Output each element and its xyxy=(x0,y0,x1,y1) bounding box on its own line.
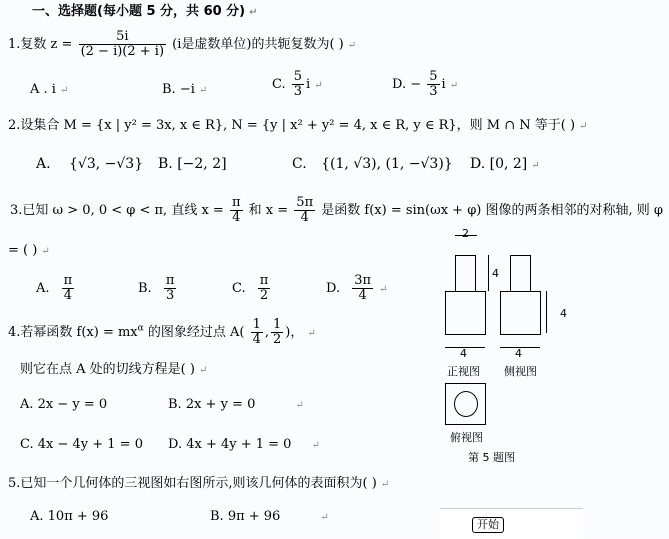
q5-stem-text: 5.已知一个几何体的三视图如右图所示,则该几何体的表面积为( ) xyxy=(8,476,377,491)
top-view-square xyxy=(445,383,486,425)
three-view-figure xyxy=(440,225,580,470)
q4-option-a-text: A. 2x − y = 0 xyxy=(20,397,108,412)
return-mark: ↵ xyxy=(41,246,50,257)
front-view-upper xyxy=(455,255,476,293)
q3-option-d-den: 4 xyxy=(358,288,367,303)
return-mark: ↵ xyxy=(380,479,390,490)
flowchart-start-node: 开始 xyxy=(472,517,504,533)
dim-right-label: 4 xyxy=(560,307,567,320)
q4-point-y xyxy=(271,318,283,347)
q1-option-d-tail: i xyxy=(441,77,446,92)
q3-frac-1-den: 4 xyxy=(232,210,241,225)
q3-option-b-label: B. xyxy=(138,281,152,296)
q3-option-b-den: 3 xyxy=(165,288,175,303)
q1-option-d-frac xyxy=(427,70,439,99)
q3-line-2 xyxy=(8,243,50,260)
return-mark: ↵ xyxy=(311,440,320,451)
q1-option-a[interactable] xyxy=(30,82,68,99)
return-mark: ↵ xyxy=(531,160,540,171)
question-1-stem xyxy=(8,30,356,59)
q1-frac-den: (2 − i)(2 + i) xyxy=(80,44,165,59)
q3-option-b-num: π xyxy=(165,273,175,288)
question-3-stem xyxy=(10,196,663,225)
q3-line-2-text: = ( ) xyxy=(8,243,38,258)
q1-option-b-text: B. −i xyxy=(162,82,195,97)
return-mark: ↵ xyxy=(198,365,208,376)
q2-option-b[interactable] xyxy=(158,156,227,172)
q1-stem-a: 1.复数 z = xyxy=(8,37,73,52)
q2-option-c-text: {(1, √3), (1, −√3)} xyxy=(321,156,453,172)
dim-top-line xyxy=(455,235,477,236)
q4-line-2 xyxy=(20,362,207,379)
q5-option-b-text: B. 9π + 96 xyxy=(210,509,281,524)
q4-option-d-text: D. 4x + 4y + 1 = 0 xyxy=(168,437,292,452)
dim-upper-label: 4 xyxy=(492,267,499,280)
q5-option-a[interactable] xyxy=(30,509,108,525)
return-mark: ↵ xyxy=(320,512,329,523)
top-view-circle xyxy=(454,391,478,417)
q5-option-a-text: A. 10π + 96 xyxy=(30,509,109,524)
q4-point-x-num: 1 xyxy=(252,317,261,332)
return-mark: ↵ xyxy=(59,85,69,96)
q3-option-a-num: π xyxy=(63,273,73,288)
return-mark: ↵ xyxy=(347,40,357,51)
q2-option-c-label: C. xyxy=(292,156,307,172)
q1-option-b[interactable] xyxy=(162,82,207,99)
q1-stem-b: (i是虚数单位)的共轭复数为( ) xyxy=(172,37,344,52)
q3-option-d-num: 3π xyxy=(354,273,372,288)
q3-option-c-label: C. xyxy=(232,281,246,296)
q1-option-c-num: 5 xyxy=(293,69,303,84)
q3-option-a[interactable] xyxy=(36,274,76,303)
q3-option-c-num: π xyxy=(259,273,269,288)
q1-option-a-text: A . i xyxy=(30,82,56,97)
q4-point-x-den: 4 xyxy=(252,332,261,347)
flowchart-fragment xyxy=(440,508,583,539)
q3-option-c[interactable] xyxy=(232,274,272,303)
q2-option-a-label: A. xyxy=(36,156,51,172)
dim-bottom-right-label: 4 xyxy=(515,347,522,360)
q1-option-c-label: C. xyxy=(272,77,286,92)
q3-option-d-frac xyxy=(352,274,373,303)
q4-stem-b: 的图象经过点 A( xyxy=(143,325,245,340)
q2-option-a[interactable] xyxy=(36,156,143,172)
q1-option-d-num: 5 xyxy=(429,69,438,84)
q1-option-c[interactable] xyxy=(272,70,323,99)
return-mark: ↵ xyxy=(307,328,316,339)
q1-option-d-label: D. − xyxy=(392,77,422,92)
q3-option-d-label: D. xyxy=(326,281,341,296)
q2-option-b-text: B. [−2, 2] xyxy=(158,156,227,172)
q3-option-c-frac xyxy=(258,274,271,303)
q4-option-c-text: C. 4x − 4y + 1 = 0 xyxy=(20,437,143,452)
top-view-label: 俯视图 xyxy=(450,431,483,444)
q1-option-c-tail: i xyxy=(306,77,311,92)
return-mark: ↵ xyxy=(379,284,388,295)
q1-fraction xyxy=(79,30,166,59)
q4-line-2-text: 则它在点 A 处的切线方程是( ) xyxy=(20,362,195,377)
q3-stem-c: 是函数 f(x) = sin(ωx + φ) 图像的两条相邻的对称轴, 则 φ xyxy=(321,203,664,218)
q2-option-d[interactable] xyxy=(470,156,540,174)
q4-stem-a: 4.若幂函数 f(x) = mx xyxy=(8,325,138,340)
q3-option-a-label: A. xyxy=(36,281,50,296)
side-view-label: 侧视图 xyxy=(504,365,537,378)
front-view-label: 正视图 xyxy=(447,365,480,378)
figure-caption: 第 5 题图 xyxy=(468,451,515,464)
side-view-lower xyxy=(500,291,541,335)
q4-point-y-num: 1 xyxy=(273,317,282,332)
q1-option-d-den: 3 xyxy=(429,84,438,99)
q3-frac-2-num: 5π xyxy=(296,195,314,210)
q3-stem-a: 3.已知 ω > 0, 0 < φ < π, 直线 x = xyxy=(10,203,224,218)
q5-option-b[interactable] xyxy=(210,509,329,526)
q1-option-c-frac xyxy=(292,70,304,99)
q4-option-b-text: B. 2x + y = 0 xyxy=(168,397,256,412)
question-4-stem: 4.若幂函数 $f(x) = mx^\alpha$ 的图象经过点 A( $\frac{1}{4}$ , $\frac{1}{2}$ )， ↵ xyxy=(8,317,316,347)
return-mark: ↵ xyxy=(249,7,258,18)
return-mark: ↵ xyxy=(449,80,459,91)
q3-frac-1-num: π xyxy=(231,195,241,210)
q2-stem-text: 2.设集合 M = {x | y² = 3x, x ∈ R}, N = {y | x² + y² = 4, x ∈ R, y ∈ R}，则 M ∩ N 等于( ) xyxy=(8,118,576,133)
q3-frac-1 xyxy=(230,196,243,225)
q4-exponent: α xyxy=(137,323,144,334)
q4-option-a[interactable] xyxy=(20,397,107,413)
dim-bottom-left-label: 4 xyxy=(460,347,467,360)
q3-stem-b: 和 x = xyxy=(248,203,289,218)
q4-option-c[interactable] xyxy=(20,437,143,453)
q2-option-a-text: {√3, −√3} xyxy=(69,156,144,172)
q3-frac-2 xyxy=(294,196,315,225)
section-title-text: 一、选择题(每小题 5 分，共 60 分) xyxy=(32,4,246,19)
return-mark: ↵ xyxy=(314,80,323,91)
q3-frac-2-den: 4 xyxy=(300,210,309,225)
q3-option-a-frac xyxy=(62,274,75,303)
q1-frac-num: 5i xyxy=(79,30,166,45)
dim-top-label: 2 xyxy=(462,227,469,240)
question-2-stem xyxy=(8,118,587,135)
q2-option-d-text: D. [0, 2] xyxy=(470,156,528,172)
q4-point-x xyxy=(251,318,263,347)
dim-upper-line xyxy=(488,255,489,291)
q2-option-c[interactable] xyxy=(292,156,453,172)
q1-option-c-den: 3 xyxy=(293,84,303,99)
q3-option-b[interactable] xyxy=(138,274,178,303)
q4-option-d[interactable] xyxy=(168,437,320,454)
q3-option-a-den: 4 xyxy=(63,288,73,303)
q1-option-d[interactable] xyxy=(392,70,458,99)
question-5-stem xyxy=(8,476,389,493)
return-mark: ↵ xyxy=(579,121,588,132)
section-title xyxy=(32,4,258,21)
side-view-upper xyxy=(510,255,531,293)
q3-option-c-den: 2 xyxy=(259,288,269,303)
dim-right-line xyxy=(546,291,547,333)
q4-stem-c: )， xyxy=(285,325,304,340)
q3-option-d[interactable] xyxy=(326,274,387,303)
q3-option-b-frac xyxy=(164,274,177,303)
q4-option-b[interactable] xyxy=(168,397,304,414)
front-view-lower xyxy=(445,291,486,335)
return-mark: ↵ xyxy=(198,85,208,96)
return-mark: ↵ xyxy=(295,400,304,411)
q4-point-y-den: 2 xyxy=(273,332,282,347)
